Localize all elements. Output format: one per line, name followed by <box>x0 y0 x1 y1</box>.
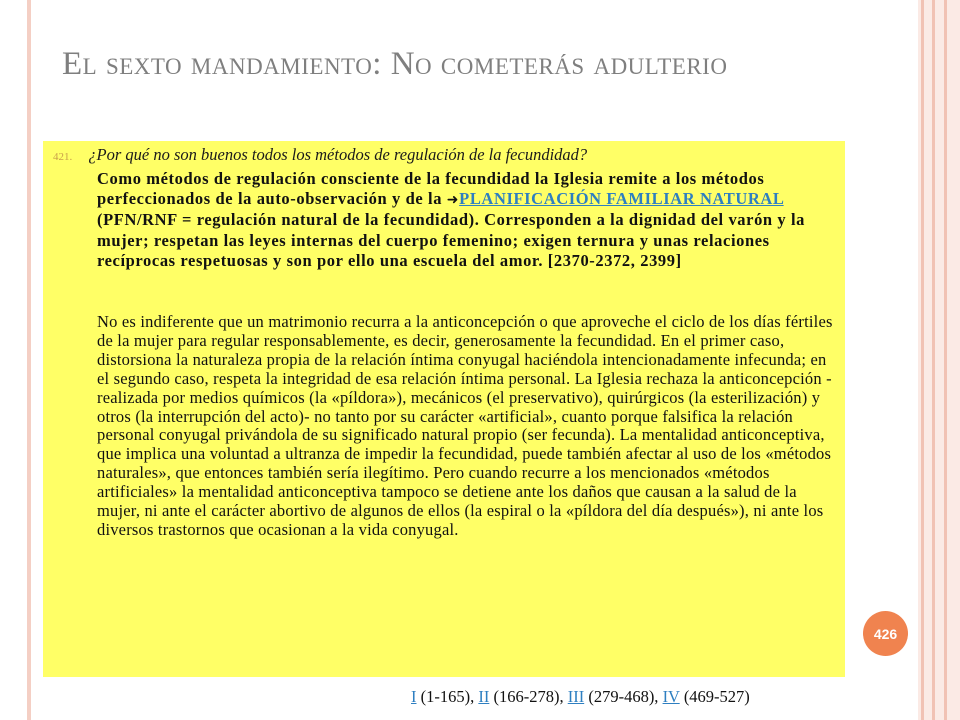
decorative-right-band <box>918 0 960 720</box>
decorative-left-stripe <box>27 0 31 720</box>
decorative-right-stripe <box>944 0 947 720</box>
question-number: 421. <box>53 151 73 163</box>
decorative-right-stripe <box>921 0 924 720</box>
part-link-iii[interactable]: III <box>567 687 585 706</box>
part-link-iv[interactable]: IV <box>662 687 680 706</box>
question <box>53 145 833 167</box>
part-link-i[interactable]: I <box>411 687 417 706</box>
arrow-right-icon: ➜ <box>446 192 460 209</box>
comment-paragraph: No es indiferente que un matrimonio recurra a la anticoncepción o que aproveche el ciclo de los días fértiles de la mujer para regular responsablemente, es decir, generosamente la fecundidad. En el primer caso, distorsiona la naturaleza propia de la relación íntima conyugal haciéndola intencionadamente infecunda; en el segundo caso, respeta la integridad de esa relación íntima personal. La Iglesia rechaza la anticoncepción -realizada por medios químicos (la «píldora»), mecánicos (el preservativo), quirúrgicos (la esterilización) y otros (la interrupción del acto)- no tanto por su carácter «artificial», cuanto porque falsifica la relación personal conyugal privándola de su significado natural propio (ser fecunda). La mentalidad anticonceptiva, que implica una voluntad a ultranza de impedir la fecundidad, puede también afectar al uso de los «métodos naturales», que entonces también sería ilegítimo. Pero cuando recurre a los mencionados «métodos artificiales» la mentalidad anticonceptiva tampoco se detiene ante los daños que causan a la salud de la mujer, ni ante el carácter abortivo de algunos de ellos (la espiral o la «píldora del día después»), ni ante los diversos trastornos que ocasionan a la vida conyugal. <box>97 312 833 539</box>
part-link-ii[interactable]: II <box>478 687 490 706</box>
part-range-i: (1-165), <box>416 687 479 706</box>
part-range-iv: (469-527) <box>679 687 750 706</box>
question-text: ¿Por qué no son buenos todos los métodos de regulación de la fecundidad? <box>88 145 588 164</box>
pfn-link[interactable]: PLANIFICACIÓN FAMILIAR NATURAL <box>459 189 784 209</box>
answer-text-end: (PFN/RNF = regulación natural de la fecundidad). Corresponden a la dignidad del varón y la mujer; respetan las leyes internas del cuerpo femenino; exigen ternura y unas relaciones recíprocas respetuosas y son por ello una escuela del amor. [2370-2372, 2399] <box>97 210 806 270</box>
decorative-right-stripe <box>932 0 935 720</box>
answer-text-start: Como métodos de regulación consciente de la fecundidad la Iglesia remite a los métodos perfeccionados de la auto-observación y de la <box>97 169 765 209</box>
part-range-ii: (166-278), <box>489 687 568 706</box>
parts-navigation <box>411 687 851 707</box>
part-range-iii: (279-468), <box>584 687 663 706</box>
slide-title: El sexto mandamiento: No cometerás adulterio <box>62 46 728 82</box>
page-number-badge: 426 <box>863 611 908 656</box>
content-box <box>43 141 845 677</box>
answer-paragraph <box>97 169 837 271</box>
